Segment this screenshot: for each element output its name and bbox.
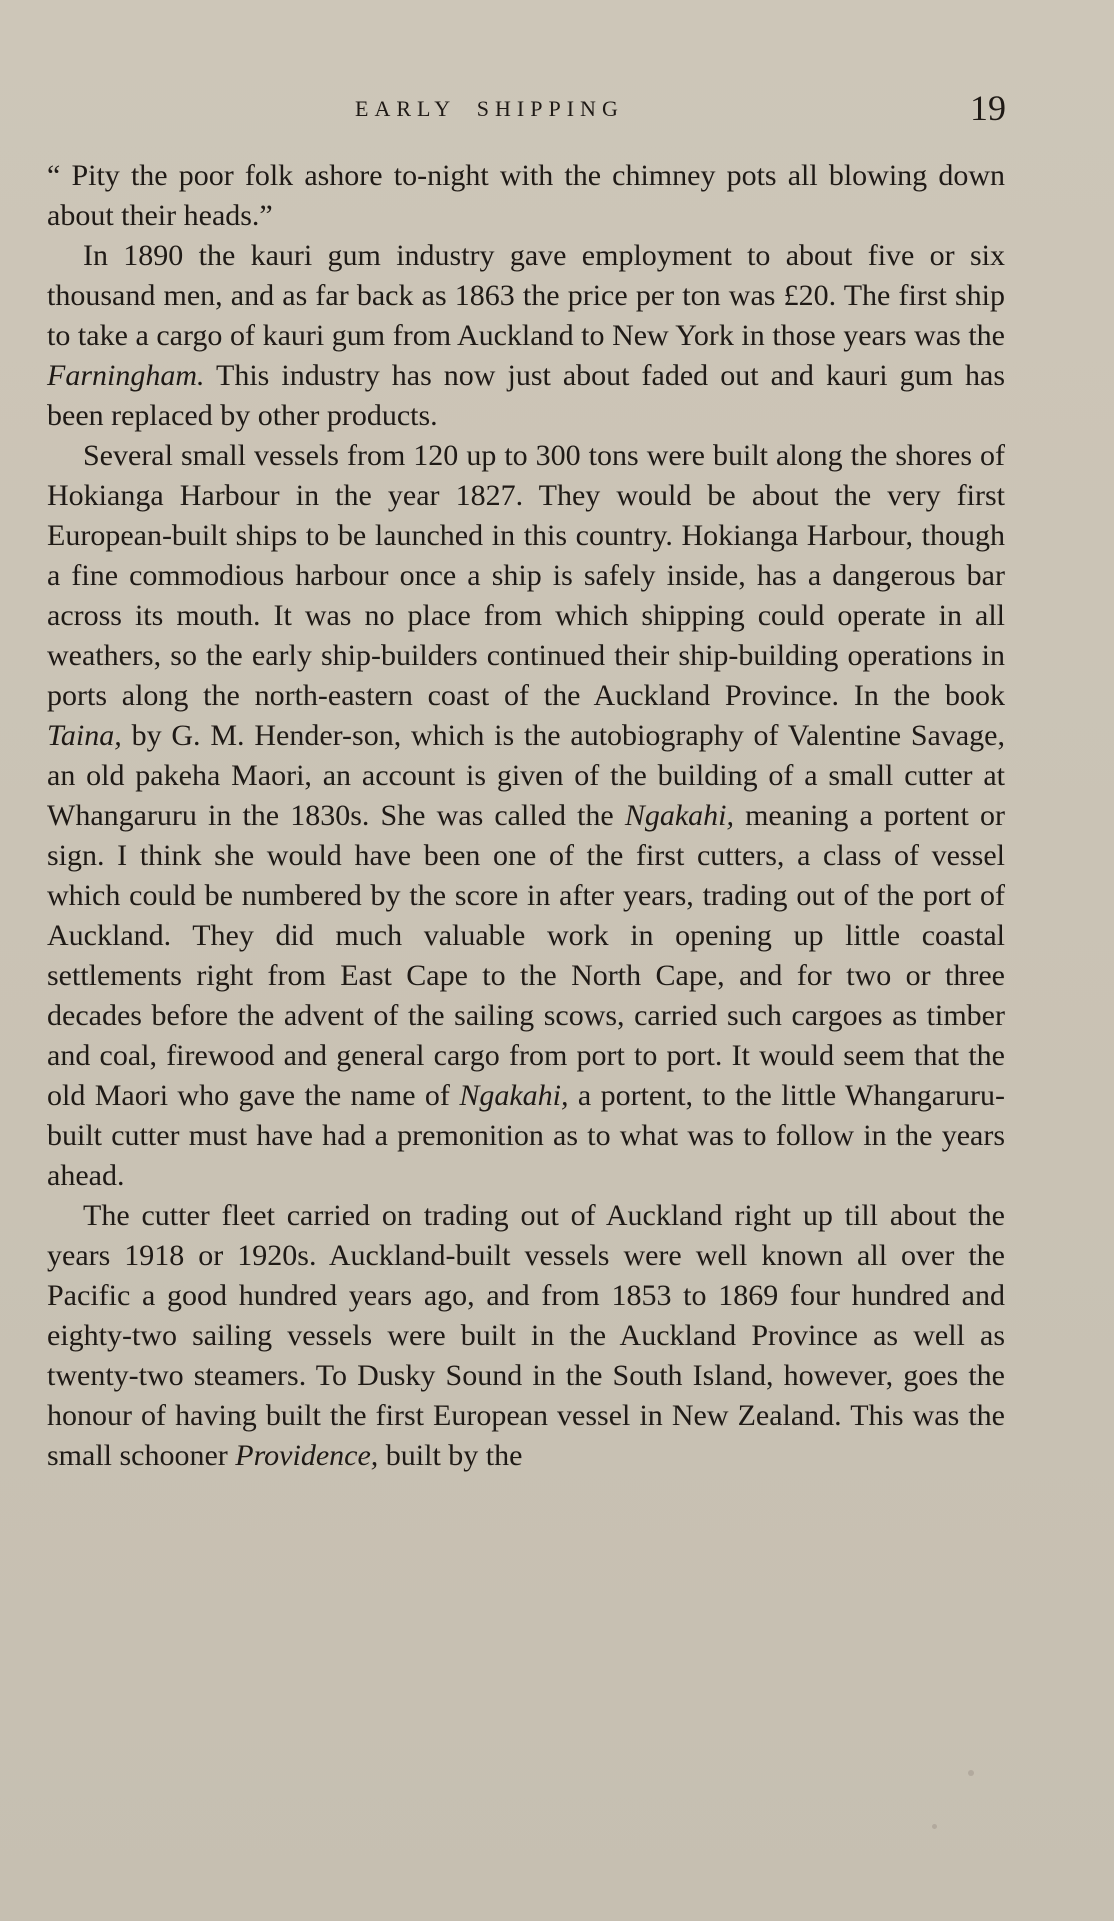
paragraph-4-run-1: The cutter fleet carried on trading out of Auckland right up till about the years 1918 or 1920s. Auckland-built vessels were well known all over the Pacific a good hundred years ago, and from 1853 to 1869 four hundred and eighty-two sailing vessels were built in the Auckland Province as well as twenty-two steamers. To Dusky Sound in the South Island, however, goes the honour of having built the first European vessel in New Zealand. This was the small schooner [47, 1199, 1005, 1472]
page-number: 19 [970, 88, 1006, 128]
paper-speck [932, 1824, 937, 1829]
paragraph-2 [47, 236, 1005, 436]
ship-name-ngakahi: Ngakahi, [624, 799, 734, 832]
book-title-taina: Taina, [47, 719, 122, 752]
running-head [0, 88, 1114, 134]
ship-name-ngakahi-2: Ngakahi, [459, 1079, 569, 1112]
paper-speck [968, 1770, 974, 1776]
ship-name-providence: Providence, [235, 1439, 379, 1472]
paragraph-2-run-1: In 1890 the kauri gum industry gave employment to about five or six thousand men, and as far back as 1863 the price per ton was £20. The first ship to take a cargo of kauri gum from Auckland to New York in those years was the [47, 239, 1005, 352]
paragraph-3-run-3: by G. M. Hender-son, which is the autobiography of Valentine Savage, an old pakeha Maori, an account is given of the building of a small cutter at Whangaruru in the 1830s. She was called the [47, 719, 1005, 832]
paragraph-3-run-1: Several small vessels from 120 up to 300 tons were built along the shores of Hokianga Harbour in the year 1827. They would be about the very first European-built ships to be launched in this country. Hokianga Harbour, though a fine commodious harbour once a ship is safely inside, has a dangerous bar across its mouth. It was no place from which shipping could operate in all weathers, so the early ship-builders continued their ship-building operations in ports along the north-eastern coast of the Auckland Province. In the book [47, 439, 1005, 712]
body-text [47, 156, 1005, 1476]
paragraph-3 [47, 436, 1005, 1196]
ship-name-farningham: Farningham. [47, 359, 205, 392]
paragraph-4 [47, 1196, 1005, 1476]
paragraph-3-run-7: a portent, to the little Whangaruru-built cutter must have had a premonition as to what was to follow in the years ahead. [47, 1079, 1005, 1192]
paragraph-4-run-3: built by the [378, 1439, 523, 1472]
paragraph-1 [47, 156, 1005, 236]
paragraph-3-run-5: meaning a portent or sign. I think she would have been one of the first cutters, a class of vessel which could be numbered by the score in after years, trading out of the port of Auckland. They did much valuable work in opening up little coastal settlements right from East Cape to the North Cape, and for two or three decades before the advent of the sailing scows, carried such cargoes as timber and coal, firewood and general cargo from port to port. It would seem that the old Maori who gave the name of [47, 799, 1005, 1112]
paragraph-1-run-1: “ Pity the poor folk ashore to-night with the chimney pots all blowing down about their heads.” [47, 159, 1005, 232]
paragraph-2-run-3: This industry has now just about faded out and kauri gum has been replaced by other products. [47, 359, 1005, 432]
running-title: EARLY SHIPPING [355, 96, 624, 121]
